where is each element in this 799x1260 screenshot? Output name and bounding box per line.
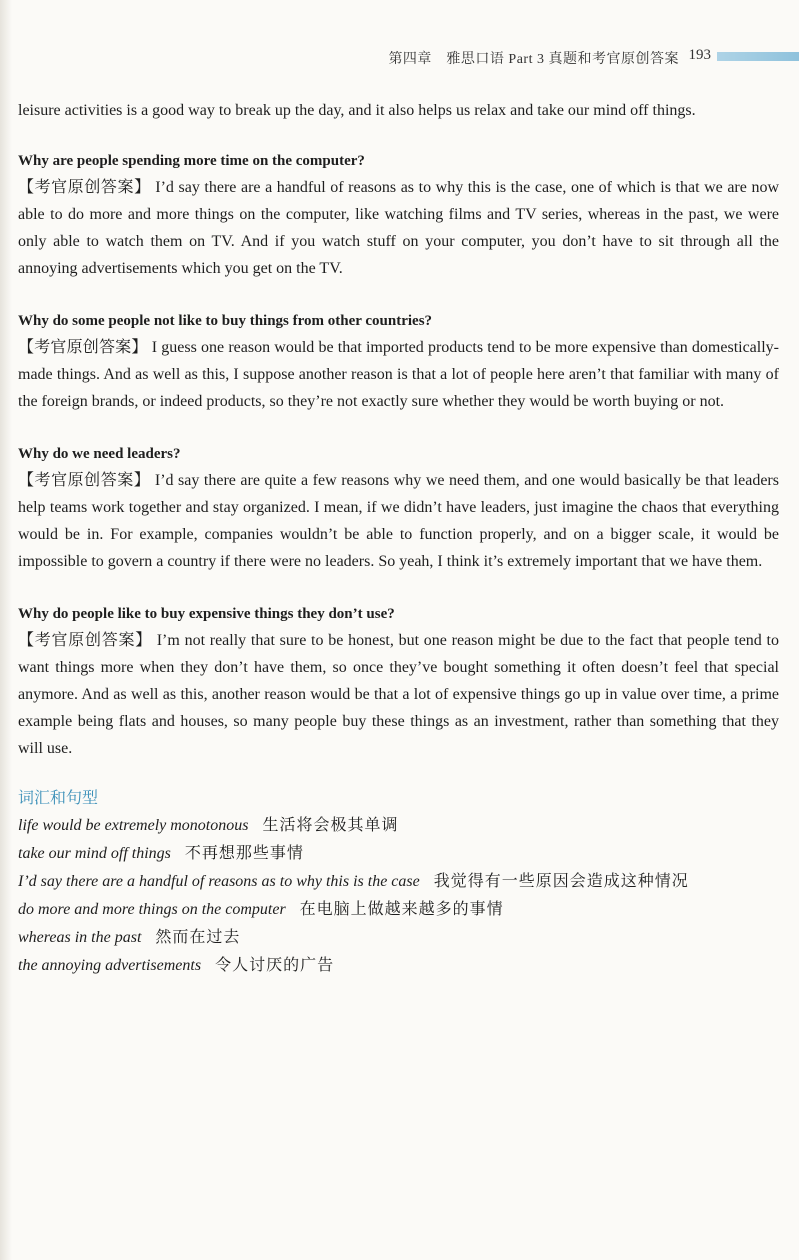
vocab-en: whereas in the past <box>18 929 142 946</box>
vocab-item <box>18 840 779 868</box>
question-2: Why do some people not like to buy things from other countries? <box>18 313 433 329</box>
vocab-item <box>18 896 779 924</box>
running-header <box>0 48 799 70</box>
answer-2 <box>18 334 779 415</box>
vocab-zh: 生活将会极其单调 <box>262 817 399 834</box>
vocab-item <box>18 924 779 952</box>
vocab-zh: 不再想那些事情 <box>184 845 304 862</box>
page-binding-shadow <box>0 0 12 1260</box>
vocab-en: the annoying advertisements <box>18 957 202 974</box>
vocab-zh: 我觉得有一些原因会造成这种情况 <box>433 873 689 890</box>
vocab-en: take our mind off things <box>18 845 171 862</box>
intro-continuation: leisure activities is a good way to break up the day, and it also helps us relax and take our mind off things. <box>18 102 696 119</box>
answer-tag: 【考官原创答案】 <box>18 339 148 356</box>
header-color-bar <box>717 52 799 61</box>
answer-tag: 【考官原创答案】 <box>18 179 151 196</box>
answer-3-text: I’d say there are quite a few reasons why we need them, and one would basically be that leaders help teams work together and stay organized. I mean, if we didn’t have leaders, just imagine the chaos that everything would be in. For example, companies wouldn’t be able to function properly, and on a bigger scale, it would be impossible to govern a country if there were no leaders. So yeah, I think it’s extremely important that we have them. <box>18 472 779 570</box>
answer-2-text: I guess one reason would be that imported products tend to be more expensive than domestically-made things. And as well as this, I suppose another reason is that a lot of people here aren’t that familiar with many of the foreign brands, or indeed products, so they’re not exactly sure whether they would be worth buying or not. <box>18 339 780 410</box>
answer-1-text: I’d say there are a handful of reasons as to why this is the case, one of which is that we are now able to do more and more things on the computer, like watching films and TV series, whereas in the past, we were only able to watch them on TV. And if you watch stuff on your computer, you don’t have to sit through all the annoying advertisements which you get on the TV. <box>18 179 779 277</box>
vocab-item <box>18 868 779 896</box>
answer-4 <box>18 627 779 762</box>
answer-4-text: I’m not really that sure to be honest, but one reason might be due to the fact that people tend to want things more when they don’t have them, so once they’ve bought something it often doesn’t feel that special anymore. And as well as this, another reason would be that a lot of expensive things go up in value over time, a prime example being flats and houses, so many people buy these things as an investment, rather than something that they will use. <box>18 632 779 757</box>
question-3: Why do we need leaders? <box>18 446 181 462</box>
question-4: Why do people like to buy expensive things they don’t use? <box>18 606 395 622</box>
vocab-zh: 令人讨厌的广告 <box>215 957 335 974</box>
page-content <box>18 97 779 980</box>
vocab-zh: 在电脑上做越来越多的事情 <box>299 901 504 918</box>
answer-tag: 【考官原创答案】 <box>18 632 152 649</box>
answer-1 <box>18 174 779 282</box>
vocab-en: life would be extremely monotonous <box>18 817 249 834</box>
page-number: 193 <box>688 47 711 63</box>
vocab-en: I’d say there are a handful of reasons as to why this is the case <box>18 873 420 890</box>
question-1: Why are people spending more time on the computer? <box>18 153 365 169</box>
vocab-item <box>18 952 779 980</box>
answer-tag: 【考官原创答案】 <box>18 472 151 489</box>
vocab-item <box>18 812 779 840</box>
chapter-title: 第四章 雅思口语 Part 3 真题和考官原创答案 <box>388 52 679 67</box>
answer-3 <box>18 467 779 575</box>
vocab-en: do more and more things on the computer <box>18 901 286 918</box>
vocab-title: 词汇和句型 <box>18 790 99 807</box>
vocab-zh: 然而在过去 <box>155 929 241 946</box>
